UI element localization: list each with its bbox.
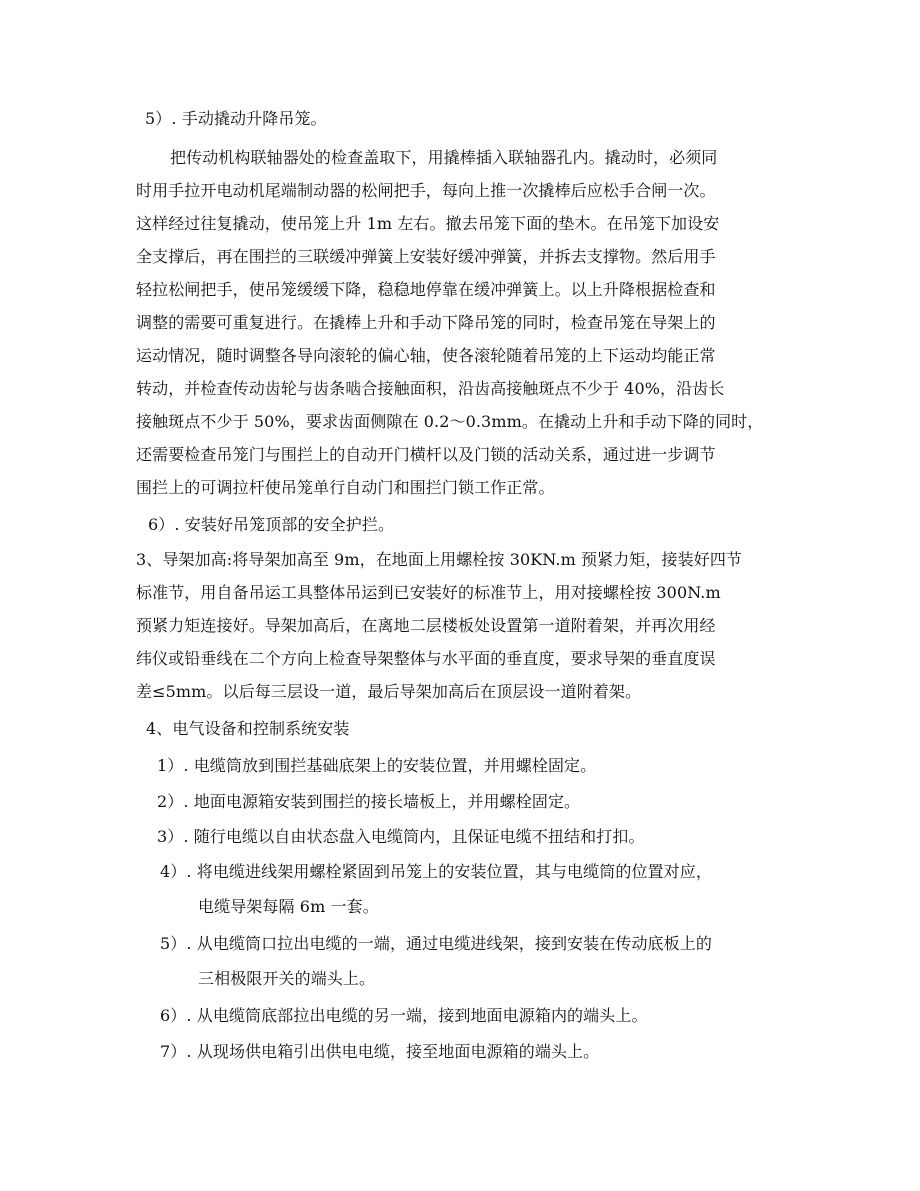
paragraph-line: 把传动机构联轴器处的检查盖取下，用撬棒插入联轴器孔内。撬动时，必须同 xyxy=(170,148,718,167)
paragraph-line: 还需要检查吊笼门与围拦上的自动开门横杆以及门锁的活动关系，通过进一步调节 xyxy=(136,445,716,464)
paragraph-line: 全支撑后，再在围拦的三联缓冲弹簧上安装好缓冲弹簧，并拆去支撑物。然后用手 xyxy=(136,247,716,266)
list-item: 1）. 电缆筒放到围拦基础底架上的安装位置，并用螺栓固定。 xyxy=(157,756,597,775)
list-item: 3）. 随行电缆以自由状态盘入电缆筒内，且保证电缆不扭结和打扣。 xyxy=(157,827,645,846)
paragraph-line: 预紧力矩连接好。导架加高后，在离地二层楼板处设置第一道附着架，并再次用经 xyxy=(136,616,716,635)
list-item: 4）. 将电缆进线架用螺栓紧固到吊笼上的安装位置，其与电缆筒的位置对应， xyxy=(160,862,712,881)
paragraph-line: 接触斑点不少于 50%，要求齿面侧隙在 0.2～0.3mm。在撬动上升和手动下降的同时， xyxy=(136,412,764,431)
paragraph-line: 纬仪或铅垂线在二个方向上检查导架整体与水平面的垂直度，要求导架的垂直度误 xyxy=(136,649,716,668)
step-5-heading: 5）. 手动撬动升降吊笼。 xyxy=(145,109,327,128)
paragraph-line: 时用手拉开电动机尾端制动器的松闸把手，每向上推一次撬棒后应松手合闸一次。 xyxy=(136,181,716,200)
paragraph-line: 转动，并检查传动齿轮与齿条啮合接触面积，沿齿高接触斑点不少于 40%，沿齿长 xyxy=(136,379,725,398)
list-item: 7）. 从现场供电箱引出供电电缆，接至地面电源箱的端头上。 xyxy=(160,1042,600,1061)
list-item: 5）. 从电缆筒口拉出电缆的一端，通过电缆进线架，接到安装在传动底板上的 xyxy=(160,934,712,953)
paragraph-line: 差≤5mm。以后每三层设一道，最后导架加高后在顶层设一道附着架。 xyxy=(136,682,642,701)
step-6-heading: 6）. 安装好吊笼顶部的安全护拦。 xyxy=(148,515,395,534)
section-3-heading: 3、导架加高:将导架加高至 9m，在地面上用螺栓按 30KN.m 预紧力矩，接装好四节 xyxy=(136,550,743,569)
paragraph-line: 轻拉松闸把手，使吊笼缓缓下降，稳稳地停靠在缓冲弹簧上。以上升降根据检查和 xyxy=(136,280,716,299)
list-item-continuation: 电缆导架每隔 6m 一套。 xyxy=(198,897,379,916)
paragraph-line: 这样经过往复撬动，使吊笼上升 1m 左右。撤去吊笼下面的垫木。在吊笼下加设安 xyxy=(136,214,720,233)
section-4-heading: 4、电气设备和控制系统安装 xyxy=(146,719,350,738)
paragraph-line: 标准节，用自备吊运工具整体吊运到已安装好的标准节上，用对接螺栓按 300N.m xyxy=(136,583,721,602)
list-item: 6）. 从电缆筒底部拉出电缆的另一端，接到地面电源箱内的端头上。 xyxy=(160,1006,648,1025)
paragraph-line: 围拦上的可调拉杆使吊笼单行自动门和围拦门锁工作正常。 xyxy=(136,478,555,497)
list-item-continuation: 三相极限开关的端头上。 xyxy=(198,969,376,988)
paragraph-line: 运动情况，随时调整各导向滚轮的偏心轴，使各滚轮随着吊笼的上下运动均能正常 xyxy=(136,346,716,365)
paragraph-line: 调整的需要可重复进行。在撬棒上升和手动下降吊笼的同时，检查吊笼在导架上的 xyxy=(136,313,716,332)
list-item: 2）. 地面电源箱安装到围拦的接长墙板上，并用螺栓固定。 xyxy=(157,792,581,811)
